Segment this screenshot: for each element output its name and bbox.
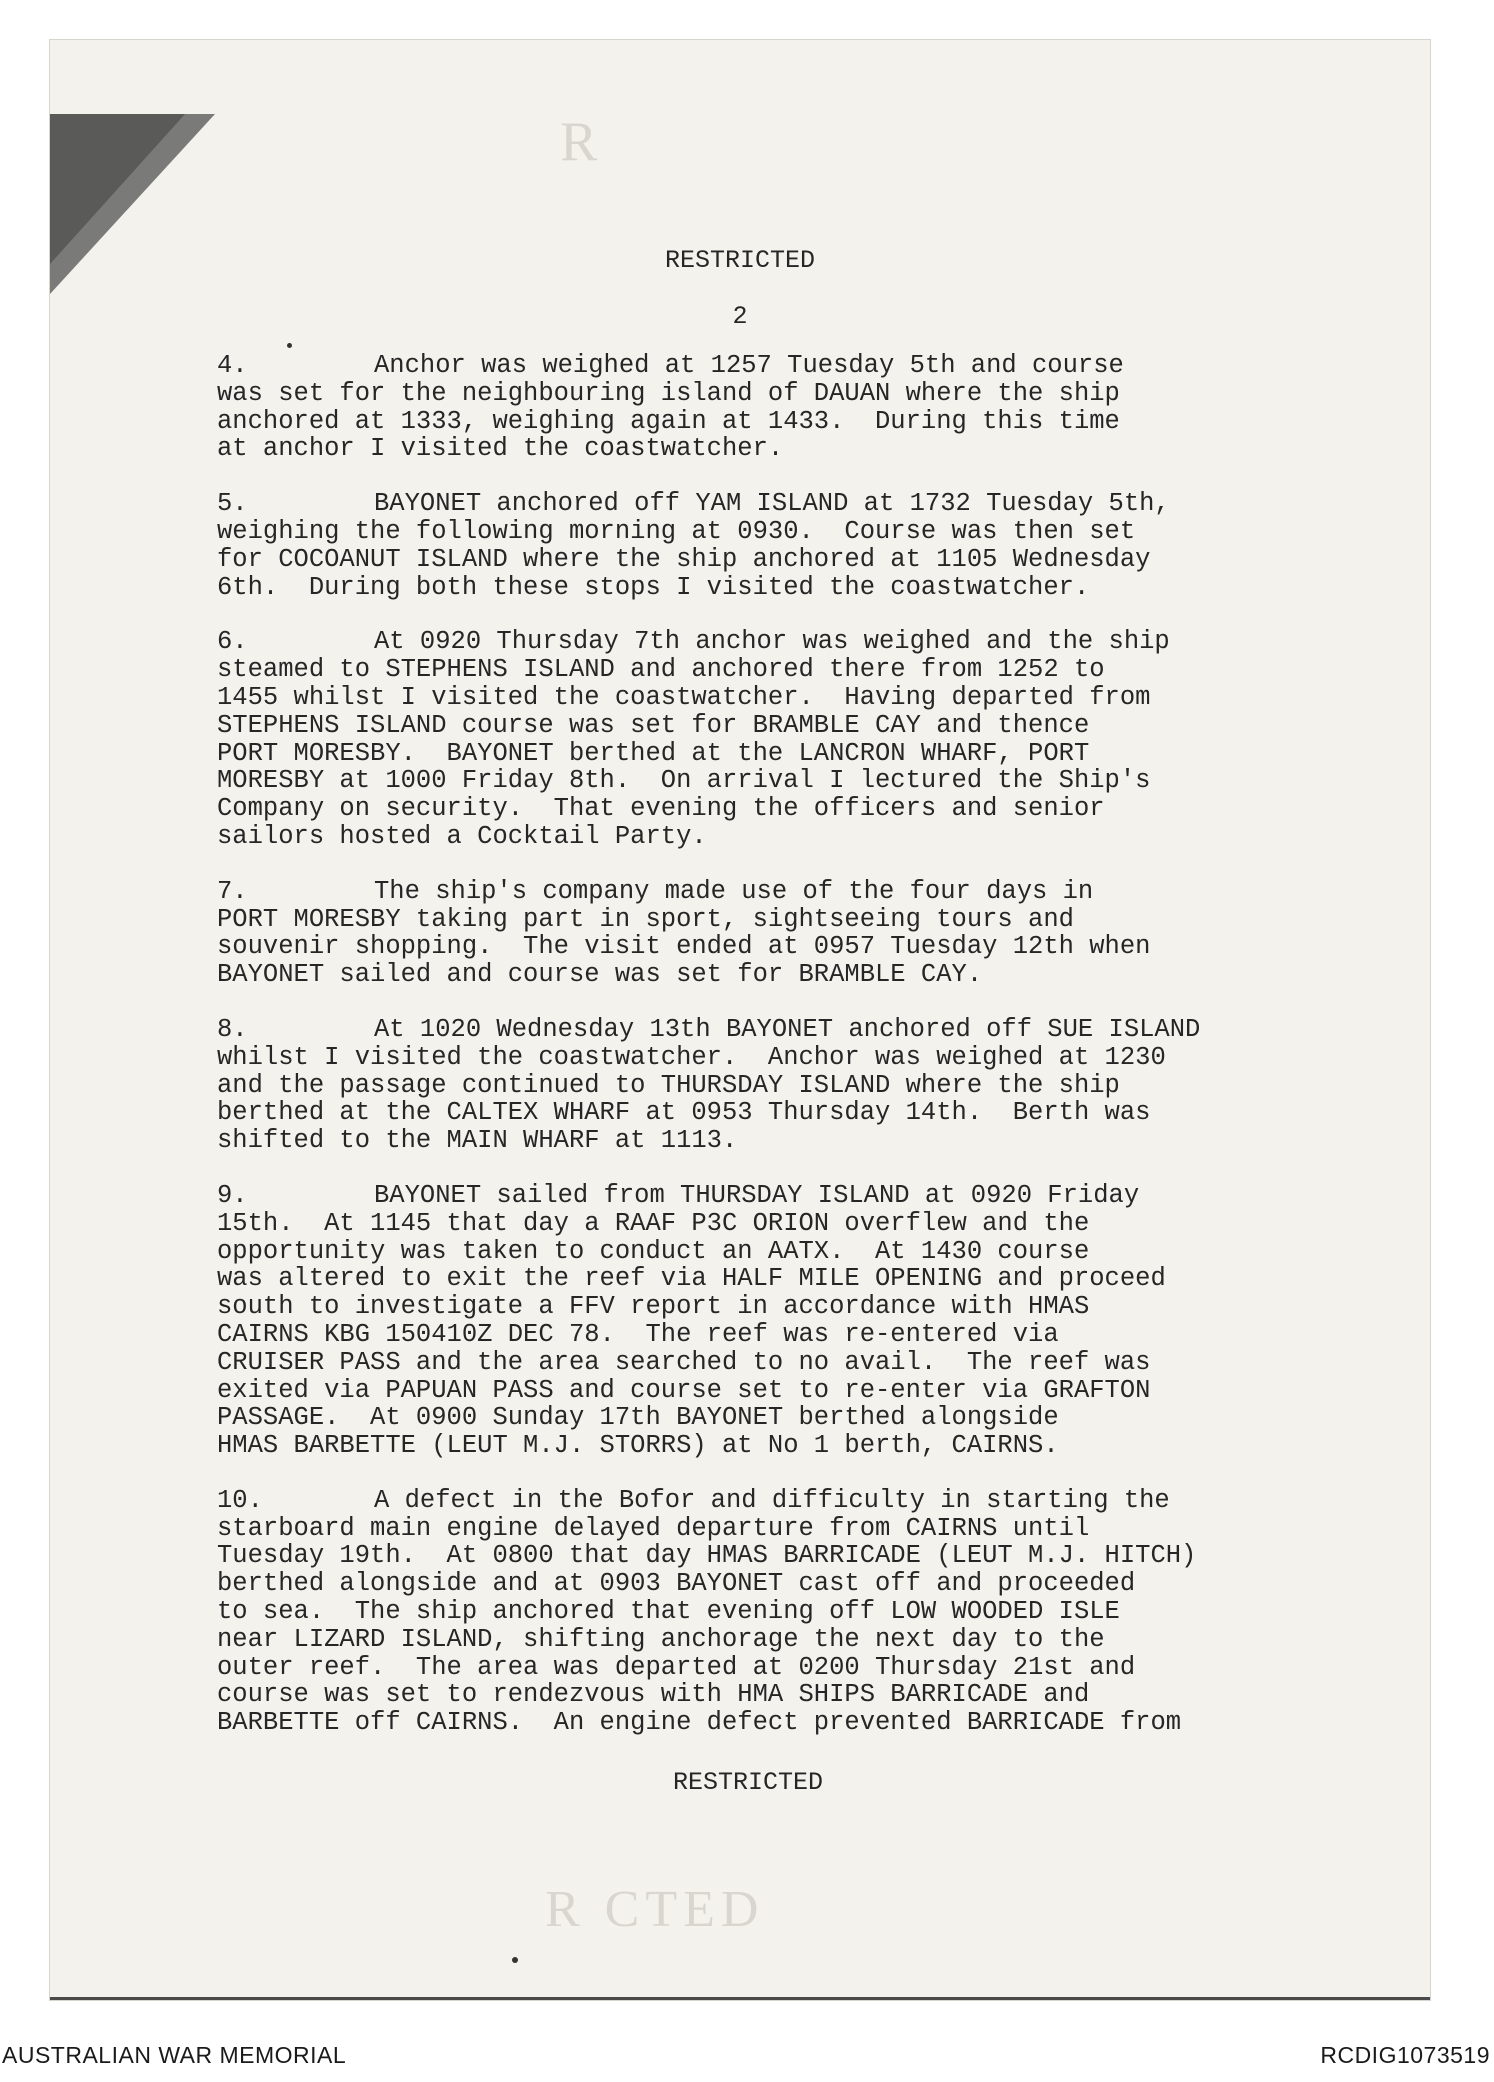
paragraph-text: PASSAGE. At 0900 Sunday 17th BAYONET berthed alongside xyxy=(217,1403,1059,1433)
paragraph xyxy=(217,490,1337,601)
paragraph-text: for COCOANUT ISLAND where the ship anchored at 1105 Wednesday xyxy=(217,544,1151,574)
paragraph-text: weighing the following morning at 0930. Course was then set xyxy=(217,516,1136,546)
paragraph-text: CAIRNS KBG 150410Z DEC 78. The reef was re-entered via xyxy=(217,1319,1059,1349)
paragraph-text: shifted to the MAIN WHARF at 1113. xyxy=(217,1126,738,1156)
paragraph-text: The ship's company made use of the four days in xyxy=(374,876,1094,906)
paragraph xyxy=(217,878,1337,989)
paragraph-line xyxy=(217,656,1337,684)
paragraph-line xyxy=(217,1072,1337,1100)
paragraph-text: and the passage continued to THURSDAY ISLAND where the ship xyxy=(217,1070,1120,1100)
paragraph-text: was altered to exit the reef via HALF MILE OPENING and proceed xyxy=(217,1264,1166,1294)
paragraph-line xyxy=(217,1377,1337,1405)
paragraph-text: berthed at the CALTEX WHARF at 0953 Thursday 14th. Berth was xyxy=(217,1098,1151,1128)
paragraph-line xyxy=(217,740,1337,768)
paragraph-text: opportunity was taken to conduct an AATX. At 1430 course xyxy=(217,1236,1090,1266)
scan-corner-shadow-inner xyxy=(50,114,185,264)
paragraph-text: outer reef. The area was departed at 0200 Thursday 21st and xyxy=(217,1652,1136,1682)
paragraph-text: CRUISER PASS and the area searched to no avail. The reef was xyxy=(217,1347,1151,1377)
speck-mark xyxy=(287,343,292,348)
paragraph-line xyxy=(217,1570,1337,1598)
paragraph-text: BAYONET anchored off YAM ISLAND at 1732 Tuesday 5th, xyxy=(374,489,1170,519)
document-body xyxy=(217,352,1337,1764)
paragraph-text: exited via PAPUAN PASS and course set to re-enter via GRAFTON xyxy=(217,1375,1151,1405)
paragraph-number: 9. xyxy=(217,1180,248,1210)
paragraph-line xyxy=(217,1044,1337,1072)
paragraph-text: At 0920 Thursday 7th anchor was weighed and the ship xyxy=(374,627,1170,657)
paragraph-line xyxy=(217,906,1337,934)
paragraph-line xyxy=(217,1099,1337,1127)
paragraph-text: berthed alongside and at 0903 BAYONET cast off and proceeded xyxy=(217,1569,1136,1599)
paragraph-line xyxy=(217,1681,1337,1709)
bleed-through-bottom: R CTED xyxy=(545,1881,765,1938)
paragraph-number: 6. xyxy=(217,627,248,657)
paragraph-line xyxy=(217,1709,1337,1737)
document-page xyxy=(50,40,1430,2000)
paragraph-number: 8. xyxy=(217,1014,248,1044)
paragraph-text: course was set to rendezvous with HMA SHIPS BARRICADE and xyxy=(217,1680,1090,1710)
paragraph-number: 4. xyxy=(217,351,248,380)
paragraph-line xyxy=(217,518,1337,546)
paragraph-text: south to investigate a FFV report in accordance with HMAS xyxy=(217,1292,1090,1322)
paragraph-number: 5. xyxy=(217,489,248,519)
paragraph-line xyxy=(217,435,1337,463)
paragraph-line xyxy=(217,1432,1337,1460)
paragraph-line xyxy=(217,1598,1337,1626)
paragraph-text: 15th. At 1145 that day a RAAF P3C ORION overflew and the xyxy=(217,1208,1090,1238)
paragraph-text: to sea. The ship anchored that evening off LOW WOODED ISLE xyxy=(217,1597,1120,1627)
paragraph xyxy=(217,628,1337,850)
paragraph-line xyxy=(217,1238,1337,1266)
paragraph-line xyxy=(217,1542,1337,1570)
paragraph xyxy=(217,352,1337,463)
paragraph xyxy=(217,1016,1337,1155)
paragraph-line xyxy=(217,1487,1337,1515)
paragraph-text: At 1020 Wednesday 13th BAYONET anchored off SUE ISLAND xyxy=(374,1014,1201,1044)
paragraph-text: starboard main engine delayed departure from CAIRNS until xyxy=(217,1513,1090,1543)
page-bottom-edge xyxy=(50,1997,1430,2000)
paragraph-text: steamed to STEPHENS ISLAND and anchored there from 1252 to xyxy=(217,655,1105,685)
paragraph-text: souvenir shopping. The visit ended at 0957 Tuesday 12th when xyxy=(217,932,1151,962)
paragraph-text: was set for the neighbouring island of DAUAN where the ship xyxy=(217,378,1120,408)
page-number: 2 xyxy=(732,302,748,331)
paragraph-line xyxy=(217,490,1337,518)
paragraph-line xyxy=(217,961,1337,989)
paragraph-text: STEPHENS ISLAND course was set for BRAMBLE CAY and thence xyxy=(217,710,1090,740)
paragraph-text: near LIZARD ISLAND, shifting anchorage the next day to the xyxy=(217,1624,1105,1654)
paragraph-text: PORT MORESBY. BAYONET berthed at the LANCRON WHARF, PORT xyxy=(217,738,1090,768)
paragraph-text: Company on security. That evening the officers and senior xyxy=(217,794,1105,824)
paragraph-text: BARBETTE off CAIRNS. An engine defect prevented BARRICADE from xyxy=(217,1708,1182,1738)
paragraph-line xyxy=(217,408,1337,436)
paragraph-text: anchored at 1333, weighing again at 1433. During this time xyxy=(217,406,1120,436)
paragraph-line xyxy=(217,1321,1337,1349)
paragraph-line xyxy=(217,1016,1337,1044)
paragraph-line xyxy=(217,1127,1337,1155)
paragraph-line xyxy=(217,712,1337,740)
paragraph-text: PORT MORESBY taking part in sport, sightseeing tours and xyxy=(217,904,1074,934)
paragraph-line xyxy=(217,546,1337,574)
footer-classification: RESTRICTED xyxy=(672,1768,824,1797)
paragraph-text: MORESBY at 1000 Friday 8th. On arrival I lectured the Ship's xyxy=(217,766,1151,796)
paragraph-line xyxy=(217,878,1337,906)
paragraph-line xyxy=(217,628,1337,656)
paragraph-line xyxy=(217,1626,1337,1654)
bleed-through-top: R xyxy=(560,111,604,173)
paragraph-text: 1455 whilst I visited the coastwatcher. Having departed from xyxy=(217,682,1151,712)
paragraph-text: Anchor was weighed at 1257 Tuesday 5th and course xyxy=(374,351,1124,380)
paragraph-line xyxy=(217,574,1337,602)
paragraph-line xyxy=(217,1349,1337,1377)
paragraph-line xyxy=(217,1210,1337,1238)
paragraph-text: BAYONET sailed from THURSDAY ISLAND at 0920 Friday xyxy=(374,1180,1140,1210)
paragraph xyxy=(217,1487,1337,1737)
paragraph-text: HMAS BARBETTE (LEUT M.J. STORRS) at No 1 berth, CAIRNS. xyxy=(217,1431,1059,1461)
archive-caption: AUSTRALIAN WAR MEMORIAL xyxy=(2,2042,347,2068)
paragraph-line xyxy=(217,1654,1337,1682)
paragraph-line xyxy=(217,1293,1337,1321)
paragraph-line xyxy=(217,380,1337,408)
paragraph-line xyxy=(217,933,1337,961)
paragraph-line xyxy=(217,823,1337,851)
paragraph-text: BAYONET sailed and course was set for BRAMBLE CAY. xyxy=(217,960,983,990)
paragraph-text: Tuesday 19th. At 0800 that day HMAS BARRICADE (LEUT M.J. HITCH) xyxy=(217,1541,1197,1571)
paragraph-line xyxy=(217,795,1337,823)
paragraph-text: A defect in the Bofor and difficulty in starting the xyxy=(374,1485,1170,1515)
paragraph-line xyxy=(217,684,1337,712)
paragraph-number: 7. xyxy=(217,876,248,906)
paragraph-line xyxy=(217,1515,1337,1543)
paragraph xyxy=(217,1182,1337,1460)
speck-mark xyxy=(512,1957,518,1963)
paragraph-line xyxy=(217,1404,1337,1432)
paragraph-text: at anchor I visited the coastwatcher. xyxy=(217,434,784,464)
paragraph-text: whilst I visited the coastwatcher. Anchor was weighed at 1230 xyxy=(217,1042,1166,1072)
paragraph-text: sailors hosted a Cocktail Party. xyxy=(217,821,707,851)
paragraph-line xyxy=(217,1182,1337,1210)
paragraph-line xyxy=(217,1265,1337,1293)
paragraph-line xyxy=(217,352,1337,380)
record-id: RCDIG1073519 xyxy=(1320,2042,1490,2068)
paragraph-text: 6th. During both these stops I visited the coastwatcher. xyxy=(217,572,1090,602)
paragraph-number: 10. xyxy=(217,1485,263,1515)
header-classification: RESTRICTED xyxy=(664,246,816,275)
paragraph-line xyxy=(217,767,1337,795)
